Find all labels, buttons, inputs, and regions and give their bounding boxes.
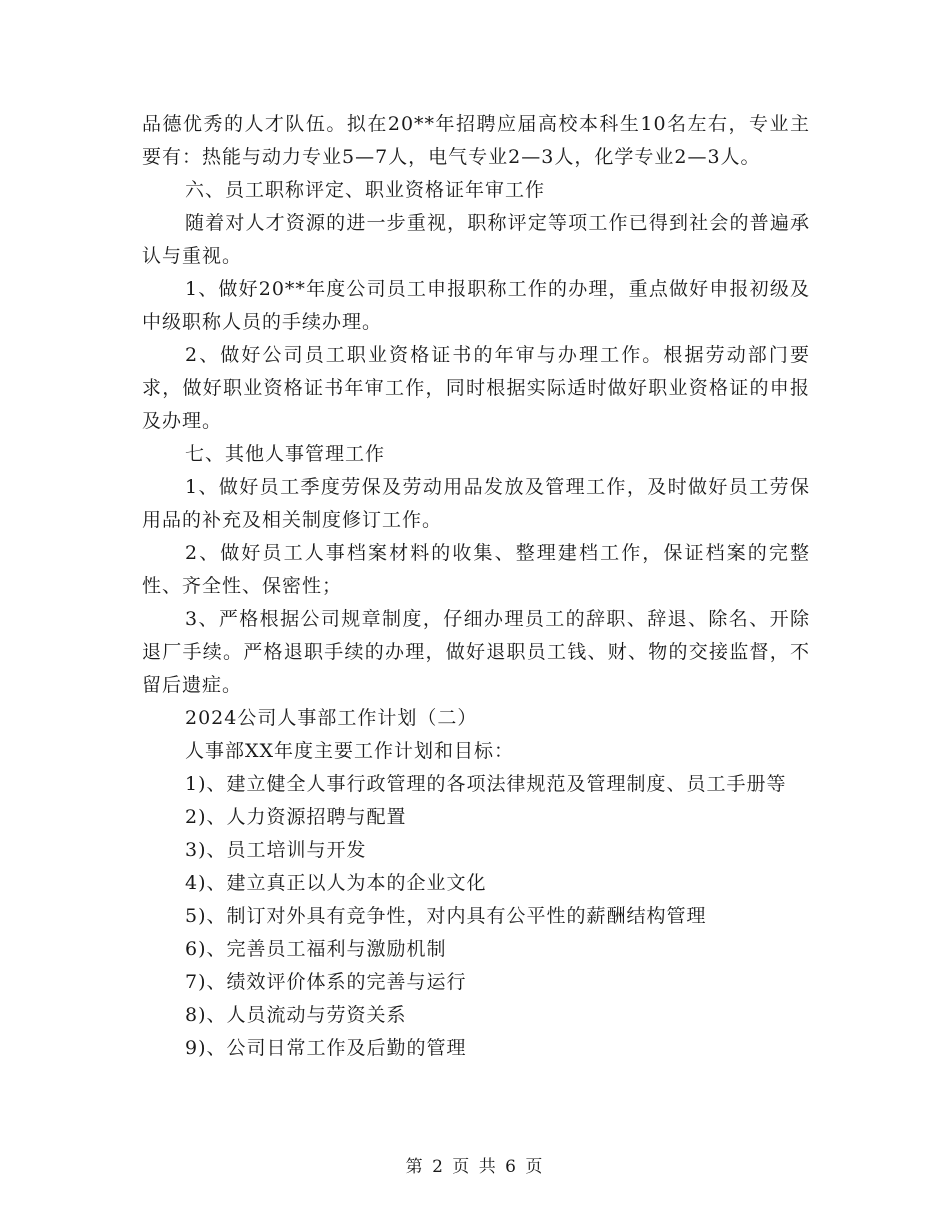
paragraph-other-hr-item-2: 2、做好员工人事档案材料的收集、整理建档工作，保证档案的完整性、齐全性、保密性； — [142, 542, 810, 597]
paragraph-other-hr-item-1: 1、做好员工季度劳保及劳动用品发放及管理工作，及时做好员工劳保用品的补充及相关制度修订工作。 — [142, 476, 810, 531]
paragraph-title-evaluation-intro: 随着对人才资源的进一步重视，职称评定等项工作已得到社会的普遍承认与重视。 — [142, 212, 810, 267]
paragraph-plan-goals-intro: 人事部XX年度主要工作计划和目标： — [185, 740, 515, 762]
section-heading-other-hr-work: 七、其他人事管理工作 — [185, 443, 386, 465]
document-body — [142, 108, 810, 1065]
page-number-footer: 第 2 页 共 6 页 — [405, 1157, 545, 1177]
paragraph-talent-recruitment: 品德优秀的人才队伍。拟在20**年招聘应届高校本科生10名左右，专业主要有：热能与动力专业5—7人，电气专业2—3人，化学专业2—3人。 — [142, 113, 810, 168]
section-heading-work-plan-2: 2024公司人事部工作计划（二） — [185, 707, 478, 729]
plan-goal-item-6: 6)、完善员工福利与激励机制 — [185, 938, 447, 960]
plan-goal-item-1: 1)、建立健全人事行政管理的各项法律规范及管理制度、员工手册等 — [185, 773, 787, 795]
paragraph-title-evaluation-item-2: 2、做好公司员工职业资格证书的年审与办理工作。根据劳动部门要求，做好职业资格证书年审工作，同时根据实际适时做好职业资格证的申报及办理。 — [142, 344, 810, 432]
plan-goal-item-3: 3)、员工培训与开发 — [185, 839, 367, 861]
section-heading-title-evaluation: 六、员工职称评定、职业资格证年审工作 — [185, 179, 546, 201]
plan-goal-item-7: 7)、绩效评价体系的完善与运行 — [185, 971, 467, 993]
plan-goal-item-4: 4)、建立真正以人为本的企业文化 — [185, 872, 487, 894]
plan-goal-item-5: 5)、制订对外具有竞争性，对内具有公平性的薪酬结构管理 — [185, 905, 707, 927]
plan-goal-item-9: 9)、公司日常工作及后勤的管理 — [185, 1037, 467, 1059]
paragraph-title-evaluation-item-1: 1、做好20**年度公司员工申报职称工作的办理，重点做好申报初级及中级职称人员的手续办理。 — [142, 278, 810, 333]
paragraph-other-hr-item-3: 3、严格根据公司规章制度，仔细办理员工的辞职、辞退、除名、开除退厂手续。严格退职手续的办理，做好退职员工钱、财、物的交接监督，不留后遗症。 — [142, 608, 810, 696]
plan-goal-item-8: 8)、人员流动与劳资关系 — [185, 1004, 407, 1026]
plan-goal-item-2: 2)、人力资源招聘与配置 — [185, 806, 407, 828]
